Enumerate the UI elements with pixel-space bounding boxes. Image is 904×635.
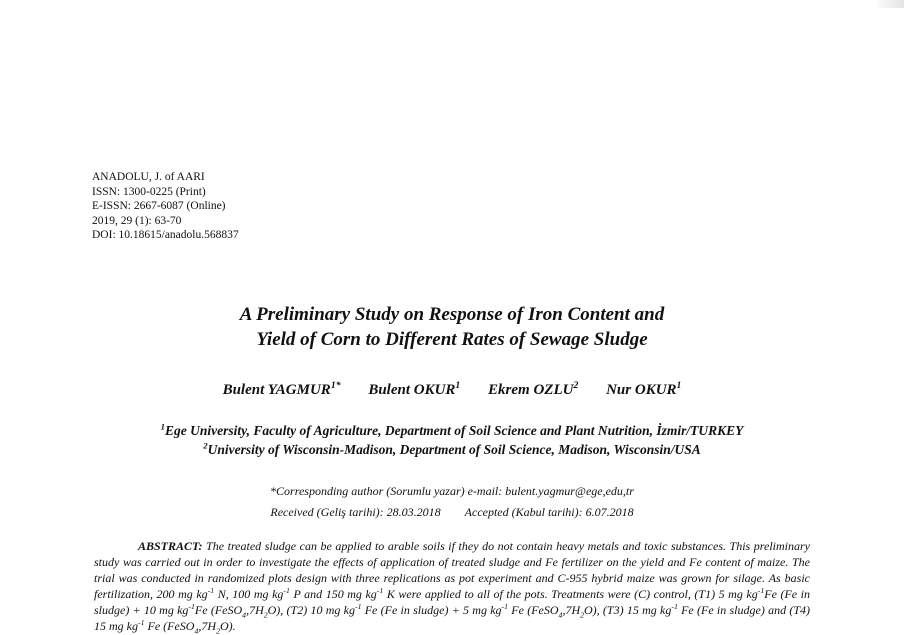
superscript: -1 xyxy=(501,602,509,611)
author-affiliation-mark: 1 xyxy=(676,380,682,391)
author-list xyxy=(0,382,904,399)
abstract-text: ,7H xyxy=(246,603,264,617)
abstract-label: ABSTRACT: xyxy=(138,539,203,553)
paper-title-line-1: A Preliminary Study on Response of Iron Content and xyxy=(239,304,665,325)
abstract-text: ,7H xyxy=(198,619,217,633)
journal-doi: DOI: 10.18615/anadolu.568837 xyxy=(92,229,239,241)
author xyxy=(368,382,460,399)
subscript: 4 xyxy=(558,610,563,620)
page-corner-shadow xyxy=(874,0,904,8)
superscript: -1 xyxy=(757,586,765,595)
accepted-date: Accepted (Kabul tarihi): 6.07.2018 xyxy=(464,505,634,519)
paper-title xyxy=(0,302,904,352)
abstract-text: K were applied to all of the pots. Treatments were (C) control, (T1) 5 mg kg xyxy=(383,587,758,601)
journal-issn-online: E-ISSN: 2667-6087 (Online) xyxy=(92,200,226,212)
superscript: -1 xyxy=(376,586,384,595)
subscript: 4 xyxy=(242,610,247,620)
journal-info xyxy=(92,170,239,243)
subscript: 2 xyxy=(263,610,268,620)
superscript: -1 xyxy=(671,602,678,611)
superscript: -1 xyxy=(354,602,362,611)
abstract-text: ,7H xyxy=(562,603,581,617)
author xyxy=(488,382,578,399)
affiliation-text: Ege University, Faculty of Agriculture, Department of Soil Science and Plant Nutrition, İzmir/TURKEY xyxy=(164,423,744,438)
abstract-text: N, 100 mg kg xyxy=(214,587,284,601)
superscript: -1 xyxy=(138,618,145,627)
author-affiliation-mark: 1* xyxy=(330,380,341,391)
abstract-text: Fe (Fe in sludge) and (T4) 15 mg kg xyxy=(94,603,810,633)
affiliations xyxy=(0,421,904,459)
abstract-text: Fe (Fe in sludge) + 10 mg kg xyxy=(94,587,810,617)
affiliation-text: University of Wisconsin-Madison, Department of Soil Science, Madison, Wisconsin/USA xyxy=(207,442,701,457)
journal-volume: 2019, 29 (1): 63-70 xyxy=(92,214,182,227)
correspondence-block xyxy=(0,481,904,523)
author-name: Bulent YAGMUR xyxy=(222,382,331,398)
abstract-text: O), (T2) 10 mg kg xyxy=(267,603,355,617)
abstract-text: Fe (Fe in sludge) + 5 mg kg xyxy=(361,603,502,617)
abstract xyxy=(94,538,810,634)
submission-dates xyxy=(0,502,904,523)
author xyxy=(606,382,681,399)
author-name: Bulent OKUR xyxy=(368,382,456,398)
affiliation-mark: 2 xyxy=(203,440,208,451)
abstract-text: Fe (FeSO xyxy=(144,619,195,633)
abstract-text: P and 150 mg kg xyxy=(289,587,377,601)
author-affiliation-mark: 1 xyxy=(455,380,461,391)
abstract-text: The treated sludge can be applied to arable soils if they do not contain heavy metals and toxic substances. This preliminary study was carried out in order to investigate the effects of application of treated sludge and Fe fertilizer on the yield and Fe content of maize. The trial was conducted in randomized plots design with three replications as pot experiment and C-955 hybrid maize was grown for silage. As basic fertilization, 200 mg kg xyxy=(94,539,811,601)
superscript: -1 xyxy=(207,586,215,595)
affiliation xyxy=(0,421,904,440)
abstract-text: Fe (FeSO xyxy=(194,603,243,617)
author xyxy=(223,382,341,399)
abstract-text: O), (T3) 15 mg kg xyxy=(584,603,672,617)
paper-title-line-2: Yield of Corn to Different Rates of Sewage Sludge xyxy=(256,329,648,350)
superscript: -1 xyxy=(283,586,290,595)
affiliation xyxy=(0,440,904,459)
journal-issn-print: ISSN: 1300-0225 (Print) xyxy=(92,185,206,198)
subscript: 4 xyxy=(194,626,199,635)
subscript: 2 xyxy=(216,626,220,635)
received-date: Received (Geliş tarihi): 28.03.2018 xyxy=(270,505,441,519)
author-name: Nur OKUR xyxy=(606,382,677,398)
author-name: Ekrem OZLU xyxy=(488,382,574,398)
author-affiliation-mark: 2 xyxy=(573,380,579,391)
corresponding-author: *Corresponding author (Sorumlu yazar) e-mail: bulent.yagmur@ege,edu,tr xyxy=(270,484,634,498)
affiliation-mark: 1 xyxy=(160,421,165,432)
abstract-text: O). xyxy=(219,619,236,633)
subscript: 2 xyxy=(580,610,585,620)
abstract-text: Fe (FeSO xyxy=(508,603,559,617)
journal-name: ANADOLU, J. of AARI xyxy=(92,171,205,183)
superscript: -1 xyxy=(188,602,195,611)
